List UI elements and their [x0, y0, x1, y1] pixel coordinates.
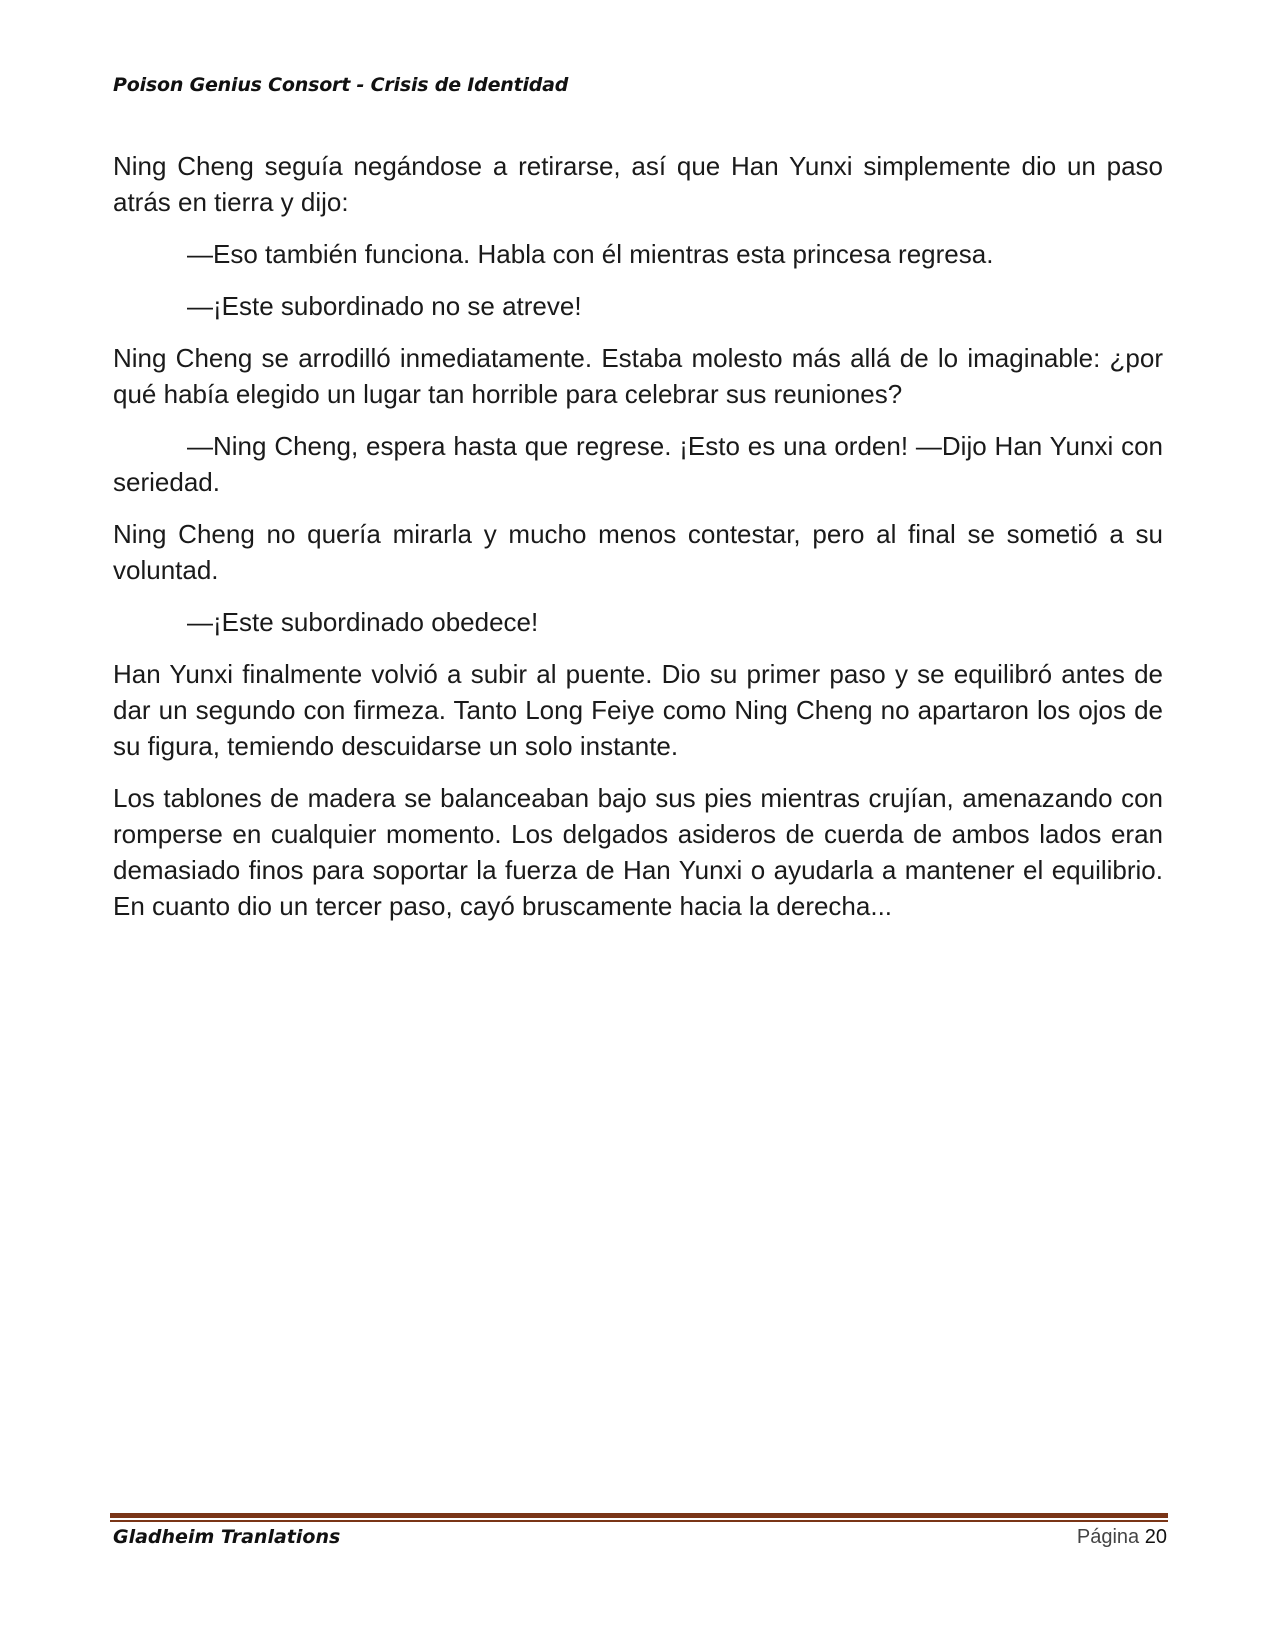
dialogue-paragraph: —¡Este subordinado no se atreve!: [187, 291, 582, 321]
paragraph: Ning Cheng se arrodilló inmediatamente. Estaba molesto más allá de lo imaginable: ¿por qué había elegido un lugar tan horrible para celebrar sus reuniones?: [113, 343, 1163, 409]
paragraph: Han Yunxi finalmente volvió a subir al puente. Dio su primer paso y se equilibró antes de dar un segundo con firmeza. Tanto Long Feiye como Ning Cheng no apartaron los ojos de su figura, temiendo descuidarse un solo instante.: [113, 659, 1163, 761]
paragraph: Ning Cheng seguía negándose a retirarse, así que Han Yunxi simplemente dio un paso atrás en tierra y dijo:: [113, 151, 1163, 217]
footer-divider-thick-line: [110, 1513, 1168, 1518]
page-label: Página: [1076, 1526, 1140, 1548]
dialogue-paragraph: —Eso también funciona. Habla con él mientras esta princesa regresa.: [187, 239, 994, 269]
dialogue-paragraph: —¡Este subordinado obedece!: [187, 607, 539, 637]
footer-divider: [110, 1513, 1168, 1523]
page-number: 20: [1144, 1526, 1167, 1548]
dialogue-paragraph: —Ning Cheng, espera hasta que regrese. ¡Esto es una orden! —Dijo Han Yunxi con seriedad.: [113, 431, 1163, 497]
page-number-block: [1077, 1526, 1167, 1549]
paragraph: Ning Cheng no quería mirarla y mucho menos contestar, pero al final se sometió a su voluntad.: [113, 519, 1163, 585]
footer-divider-thin-line: [110, 1520, 1168, 1522]
paragraph: Los tablones de madera se balanceaban bajo sus pies mientras crujían, amenazando con romperse en cualquier momento. Los delgados asideros de cuerda de ambos lados eran demasiado finos para soportar la fuerza de Han Yunxi o ayudarla a mantener el equilibrio. En cuanto dio un tercer paso, cayó bruscamente hacia la derecha...: [113, 783, 1163, 921]
document-body: [113, 148, 1163, 940]
footer-publisher: Gladheim Tranlations: [113, 1526, 341, 1548]
document-header-title: Poison Genius Consort - Crisis de Identidad: [113, 74, 569, 96]
